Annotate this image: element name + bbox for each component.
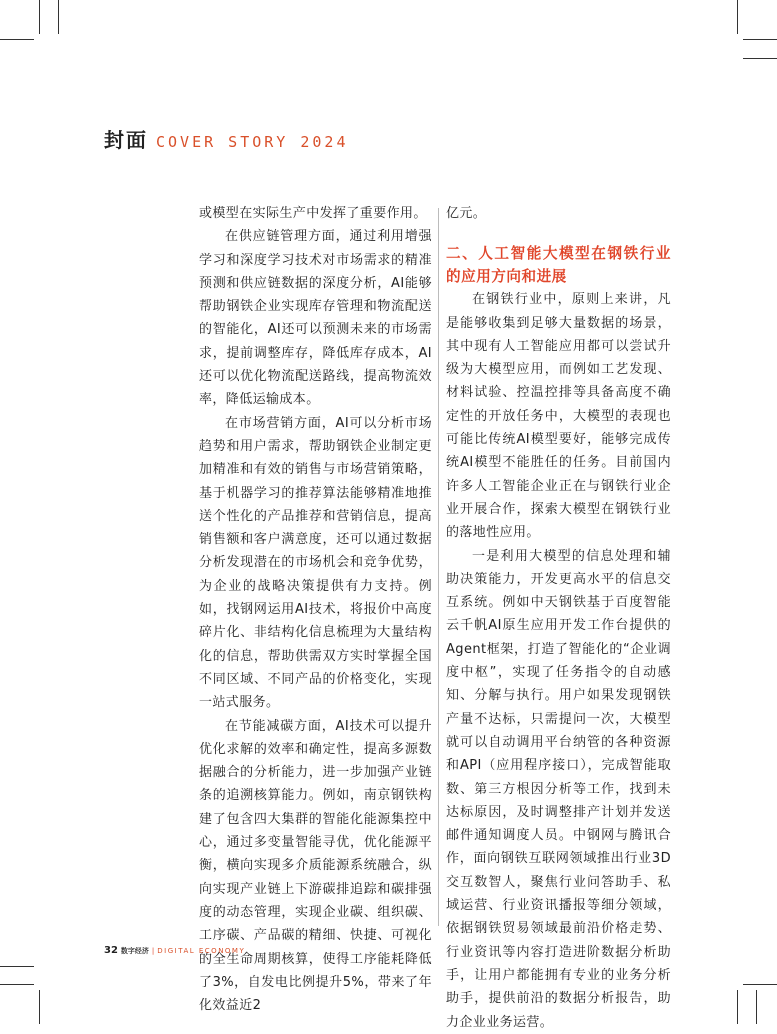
paragraph: 在钢铁行业中，原则上来讲，凡是能够收集到足够大量数据的场景，其中现有人工智能应用都可以尝试升级为大模型应用，而例如工艺发现、材料试验、控温控排等具备高度不确定性的开放任务中，大模型的表现也可能比传统AI模型要好，能够完成传统AI模型不能胜任的任务。目前国内许多人工智能企业正在与钢铁行业企业开展合作，探索大模型在钢铁行业的落地性应用。 xyxy=(446,292,671,541)
paragraph: 一是利用大模型的信息处理和辅助决策能力，开发更高水平的信息交互系统。例如中天钢铁基于百度智能云千帆AI原生应用开发工作台提供的Agent框架，打造了智能化的“企业调度中枢”，实现了任务指令的自动感知、分解与执行。用户如果发现钢铁产量不达标，只需提问一次，大模型就可以自动调用平台纳管的各种资源和API（应用程序接口），完成智能取数、第三方根因分析等工作，找到未达标原因，及时调整排产计划并发送邮件通知调度人员。中钢网与腾讯合作，面向钢铁互联网领域推出行业3D交互数智人，聚焦行业问答助手、私域运营、行业资讯播报等细分领域，依据钢铁贸易领域最前沿价格走势、行业资讯等内容打造进阶数据分析助手，让用户都能拥有专业的业务分析助手，提供前沿的数据分析报告，助力企业业务运营。 xyxy=(446,548,671,1030)
crop-mark xyxy=(0,984,34,985)
column-divider xyxy=(438,208,439,926)
section-heading: 二、人工智能大模型在钢铁行业的应用方向和进展 xyxy=(446,245,671,286)
crop-mark xyxy=(743,58,777,59)
magazine-english-name: DIGITAL ECONOMY xyxy=(157,946,246,955)
left-column xyxy=(199,202,432,1017)
paragraph: 在节能减碳方面，AI技术可以提升优化求解的效率和确定性，提高多源数据融合的分析能力，进一步加强产业链条的追溯核算能力。例如，南京钢铁构建了包含四大集群的智能化能源集控中心，通过多变量智能寻优，优化能源平衡，横向实现多介质能源系统融合，纵向实现产业链上下游碳排追踪和碳排强度的动态管理，实现企业碳、组织碳、工序碳、产品碳的精细、快捷、可视化的全生命周期核算，使得工序能耗降低了3%，自发电比例提升5%，带来了年化效益近2 xyxy=(199,718,432,1014)
magazine-name: 数字经济 xyxy=(120,946,149,955)
crop-mark xyxy=(39,0,40,34)
crop-mark xyxy=(743,39,777,40)
crop-mark xyxy=(737,990,738,1024)
paragraph: 亿元。 xyxy=(446,206,487,221)
crop-mark xyxy=(743,984,777,985)
crop-mark xyxy=(0,966,34,967)
crop-mark xyxy=(0,39,34,40)
cover-story-label: COVER STORY 2024 xyxy=(156,133,349,151)
crop-mark xyxy=(58,0,59,34)
page-number: 32 xyxy=(104,945,118,956)
crop-mark xyxy=(39,990,40,1024)
footer-separator: | xyxy=(151,946,155,955)
paragraph: 在市场营销方面，AI可以分析市场趋势和用户需求，帮助钢铁企业制定更加精准和有效的销售与市场营销策略，基于机器学习的推荐算法能够精准地推送个性化的产品推荐和营销信息，提高销售额和客户满意度，还可以通过数据分析发现潜在的市场机会和竞争优势，为企业的战略决策提供有力支持。例如，找钢网运用AI技术，将报价中高度碎片化、非结构化信息梳理为大量结构化的信息，帮助供需双方实时掌握全国不同区域、不同产品的价格变化，实现一站式服务。 xyxy=(199,415,432,711)
crop-mark xyxy=(756,990,757,1024)
right-column xyxy=(446,202,671,1034)
paragraph: 或模型在实际生产中发挥了重要作用。 xyxy=(199,206,427,221)
paragraph: 在供应链管理方面，通过利用增强学习和深度学习技术对市场需求的精准预测和供应链数据的深度分析，AI能够帮助钢铁企业实现库存管理和物流配送的智能化，AI还可以预测未来的市场需求，提前调整库存，降低库存成本，AI还可以优化物流配送路线，提高物流效率，降低运输成本。 xyxy=(199,229,432,408)
crop-mark xyxy=(737,0,738,34)
running-header xyxy=(104,124,349,153)
section-title: 封面 xyxy=(104,128,148,152)
page-footer xyxy=(104,945,245,956)
